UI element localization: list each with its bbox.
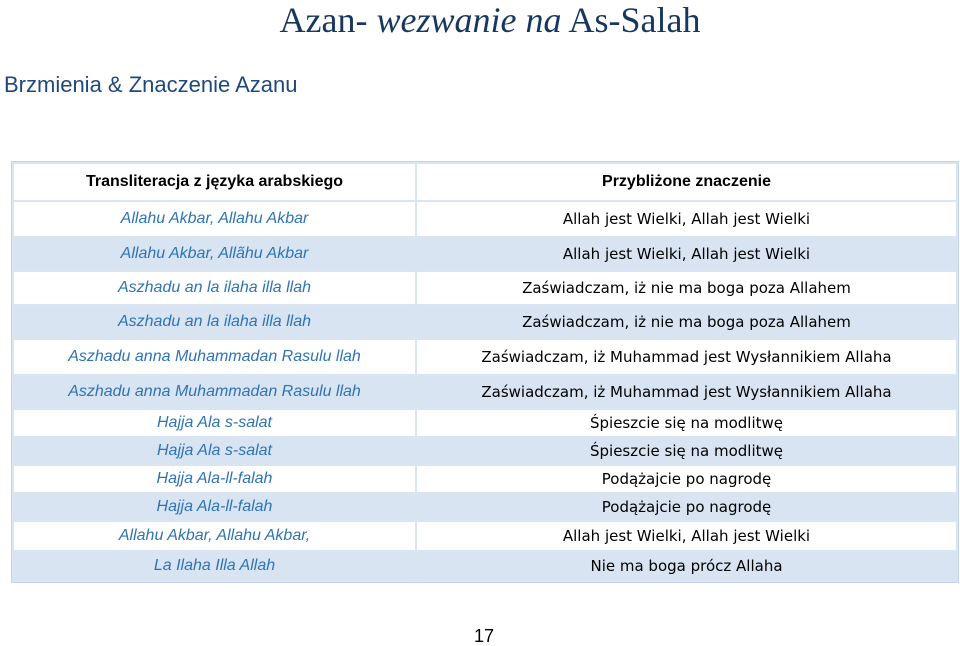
title-part-2: wezwanie na <box>376 0 562 40</box>
meaning-cell: Nie ma boga prócz Allaha <box>417 552 956 580</box>
table-row <box>14 340 956 374</box>
meaning-cell: Allah jest Wielki, Allah jest Wielki <box>417 202 956 236</box>
table-row <box>14 202 956 236</box>
transliteration-cell: Aszhadu anna Muhammadan Rasulu llah <box>14 340 415 374</box>
title-part-3: As-Salah <box>561 0 701 40</box>
transliteration-cell: Hajja Ala-ll-falah <box>14 494 415 520</box>
transliteration-cell: La Ilaha Illa Allah <box>14 552 415 580</box>
meaning-cell: Śpieszcie się na modlitwę <box>417 410 956 436</box>
meaning-cell: Zaświadczam, iż nie ma boga poza Allahem <box>417 306 956 338</box>
meaning-cell: Zaświadczam, iż nie ma boga poza Allahem <box>417 272 956 304</box>
table-row <box>14 494 956 520</box>
title-part-1: Azan- <box>279 0 377 40</box>
transliteration-cell: Allahu Akbar, Allahu Akbar <box>14 202 415 236</box>
section-subtitle: Brzmienia & Znaczenie Azanu <box>4 72 298 97</box>
table-row <box>14 438 956 464</box>
page-number: 17 <box>474 626 495 646</box>
meaning-cell: Podążajcie po nagrodę <box>417 494 956 520</box>
header-transliteration: Transliteracja z języka arabskiego <box>14 164 415 200</box>
page-title <box>0 0 960 40</box>
transliteration-cell: Allahu Akbar, Allahu Akbar, <box>14 522 415 550</box>
transliteration-cell: Aszhadu anna Muhammadan Rasulu llah <box>14 376 415 408</box>
table-row <box>14 376 956 408</box>
meaning-cell: Allah jest Wielki, Allah jest Wielki <box>417 522 956 550</box>
table-row <box>14 272 956 304</box>
transliteration-cell: Aszhadu an la ilaha illa llah <box>14 272 415 304</box>
transliteration-cell: Hajja Ala-ll-falah <box>14 466 415 492</box>
table-row <box>14 306 956 338</box>
table-row <box>14 522 956 550</box>
table-header-row <box>14 164 956 200</box>
table-row <box>14 410 956 436</box>
table-row <box>14 552 956 580</box>
table-row <box>14 466 956 492</box>
azan-table <box>11 161 959 583</box>
header-meaning: Przybliżone znaczenie <box>417 164 956 200</box>
meaning-cell: Zaświadczam, iż Muhammad jest Wysłannikiem Allaha <box>417 376 956 408</box>
meaning-cell: Allah jest Wielki, Allah jest Wielki <box>417 238 956 270</box>
table-body <box>14 202 956 580</box>
transliteration-cell: Aszhadu an la ilaha illa llah <box>14 306 415 338</box>
transliteration-cell: Hajja Ala s-salat <box>14 438 415 464</box>
meaning-cell: Zaświadczam, iż Muhammad jest Wysłannikiem Allaha <box>417 340 956 374</box>
meaning-cell: Śpieszcie się na modlitwę <box>417 438 956 464</box>
transliteration-cell: Allahu Akbar, Allãhu Akbar <box>14 238 415 270</box>
meaning-cell: Podążajcie po nagrodę <box>417 466 956 492</box>
table-row <box>14 238 956 270</box>
transliteration-cell: Hajja Ala s-salat <box>14 410 415 436</box>
